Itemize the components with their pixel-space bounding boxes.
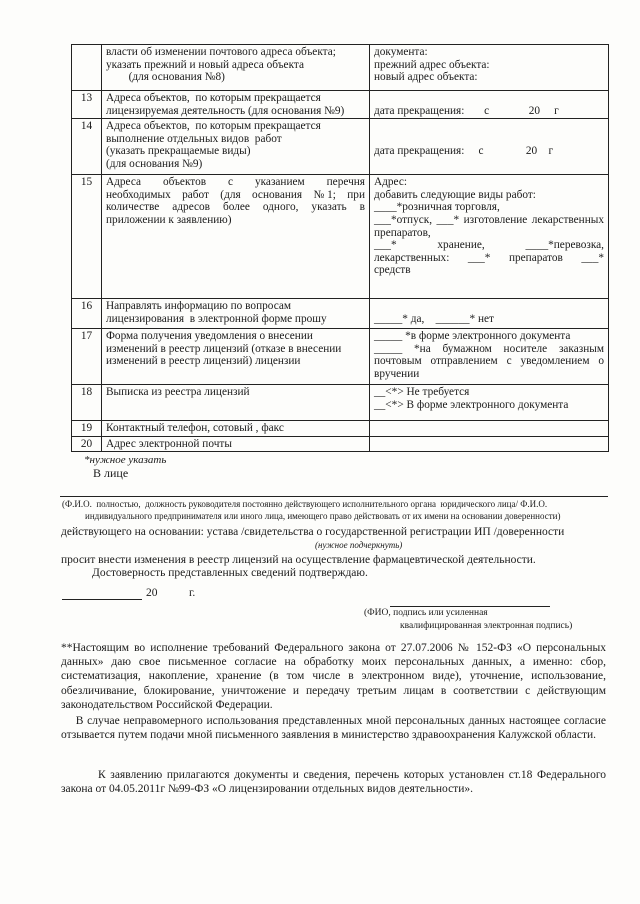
row-label: Адреса объектов, по которым прекращается лицензируемая деятельность (для основания №9) — [102, 91, 370, 119]
row-label: власти об изменении почтового адреса объекта; указать прежний и новый адреса объекта (для основания №8) — [102, 45, 370, 91]
signature-caption-1: (ФИО, подпись или усиленная — [364, 608, 488, 618]
row-label: Форма получения уведомления о внесении изменений в реестр лицензий (отказе в внесении изменений в реестр лицензий) лицензии — [102, 329, 370, 385]
row-label: Адреса объектов, по которым прекращается выполнение отдельных видов работ (указать прекращаемые виды) (для основания №9) — [102, 119, 370, 175]
table-row — [72, 91, 609, 119]
row-label: Адрес электронной почты — [102, 436, 370, 452]
needed-note: *нужное указать — [84, 454, 167, 466]
revoke-paragraph: В случае неправомерного использования представленных мной персональных данных настоящее согласие отзывается путем подачи мной письменного заявления в министерство здравоохранения Калужской области. — [61, 715, 609, 742]
fio-line — [60, 496, 608, 497]
table-row — [72, 329, 609, 385]
table-row — [72, 299, 609, 329]
row-label: Направлять информацию по вопросам лицензирования в электронной форме прошу — [102, 299, 370, 329]
confirm-text: Достоверность представленных сведений подтверждаю. — [92, 567, 368, 579]
table-row — [72, 45, 609, 91]
fio-caption-2: индивидуального предпринимателя или иного лица, имеющего право действовать от их имени на основании доверенности) — [85, 511, 561, 521]
row-number: 13 — [72, 91, 102, 119]
table-row — [72, 119, 609, 175]
row-value: _____* да, ______* нет — [370, 299, 609, 329]
signature-caption-2: квалифицированная электронная подпись) — [400, 621, 573, 631]
row-number — [72, 45, 102, 91]
table-row — [72, 175, 609, 299]
date-line — [62, 599, 142, 600]
row-value — [370, 421, 609, 437]
row-value — [370, 436, 609, 452]
row-number: 15 — [72, 175, 102, 299]
row-value: документа: прежний адрес объекта: новый адрес объекта: — [370, 45, 609, 91]
row-label: Выписка из реестра лицензий — [102, 385, 370, 421]
consent-paragraph: **Настоящим во исполнение требований Федерального закона от 27.07.2006 № 152-ФЗ «О персональных данных» даю свое письменное согласие на обработку моих персональных данных, а именно: сбор, систематизация, накопление, хранение (в том числе в электронном виде), уточнение, использование, обезличивание, блокирование, уничтожение и передачу третьим лицам в соответствии с действующим законодательством Российской Федерации. — [61, 642, 609, 711]
row-value: Адрес: добавить следующие виды работ: ____*розничная торговля, ___*отпуск, ___* изготовление лекарственных препаратов, ___* хранение, ____*перевозка, лекарственных: ___* препаратов ___* средств — [370, 175, 609, 299]
row-number: 14 — [72, 119, 102, 175]
year-suffix: г. — [189, 587, 196, 599]
row-value: __<*> Не требуется __<*> В форме электронного документа — [370, 385, 609, 421]
row-number: 18 — [72, 385, 102, 421]
row-value: дата прекращения: с 20 г — [370, 91, 609, 119]
in-person-label: В лице — [93, 466, 129, 480]
row-value: _____ *в форме электронного документа _____ *на бумажном носителе заказным почтовым отправлением с уведомлением о вручении — [370, 329, 609, 385]
fio-caption-1: (Ф.И.О. полностью, должность руководителя постоянно действующего исполнительного органа юридического лица/ Ф.И.О. — [62, 499, 548, 509]
row-number: 19 — [72, 421, 102, 437]
row-number: 17 — [72, 329, 102, 385]
signature-line — [390, 606, 550, 607]
row-label: Контактный телефон, сотовый , факс — [102, 421, 370, 437]
row-number: 20 — [72, 436, 102, 452]
row-number: 16 — [72, 299, 102, 329]
row-value: дата прекращения: с 20 г — [370, 119, 609, 175]
table-row — [72, 421, 609, 437]
year-prefix: 20 — [146, 587, 158, 599]
underline-hint: (нужное подчеркнуть) — [315, 540, 403, 550]
acting-basis: действующего на основании: устава /свидетельства о государственной регистрации ИП /доверенности — [61, 526, 565, 538]
table-row — [72, 436, 609, 452]
attachments-paragraph: К заявлению прилагаются документы и сведения, перечень которых установлен ст.18 Федерального закона от 04.05.2011г №99-ФЗ «О лицензировании отдельных видов деятельности». — [61, 769, 609, 796]
request-text: просит внести изменения в реестр лицензий на осуществление фармацевтической деятельности. — [61, 554, 536, 566]
table-row — [72, 385, 609, 421]
row-label: Адреса объектов с указанием перечня необходимых работ (для основания №1; при количестве адресов более одного, указать в приложении к заявлению) — [102, 175, 370, 299]
application-table — [71, 44, 609, 452]
